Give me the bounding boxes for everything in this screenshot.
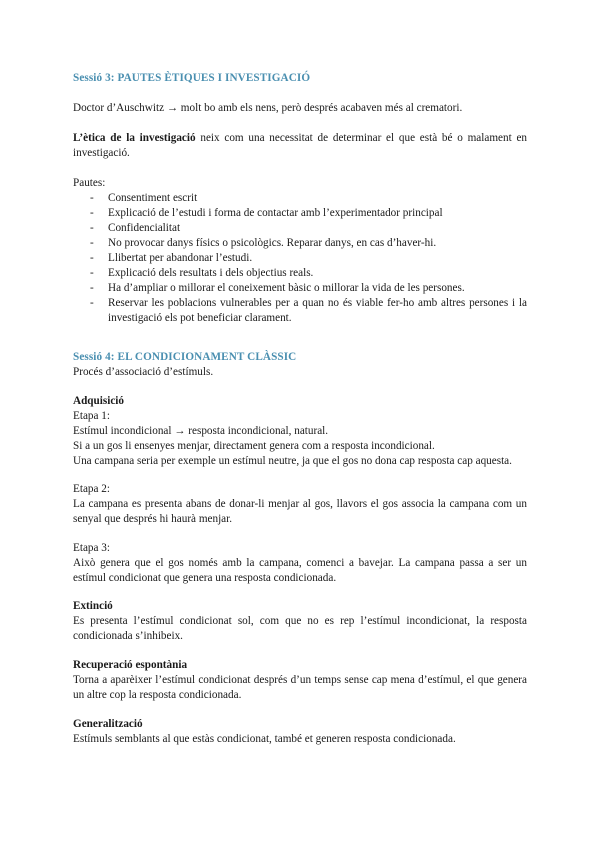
ethics-term: L’ètica de la investigació [73, 132, 196, 144]
bullet-dash: - [90, 192, 94, 204]
generalitzacio-heading: Generalització [73, 718, 143, 730]
bullet-dash: - [90, 207, 94, 219]
session3-heading: Sessió 3: PAUTES ÈTIQUES I INVESTIGACIÓ [73, 72, 311, 84]
bullet-dash: - [90, 237, 94, 249]
list-item: - Llibertat per abandonar l’estudi. [90, 252, 253, 264]
session4-intro: Procés d’associació d’estímuls. [73, 366, 214, 378]
bullet-dash: - [90, 252, 94, 264]
etapa3-text: Això genera que el gos només amb la campana, comenci a bavejar. La campana passa a ser un estímul condicionat que genera una resposta condicionada. [73, 557, 527, 584]
etapa3-label: Etapa 3: [73, 542, 110, 554]
pautes-label: Pautes: [73, 177, 106, 189]
list-item: - Confidencialitat [90, 222, 181, 234]
etapa2-label: Etapa 2: [73, 483, 110, 495]
bullet-dash: - [90, 222, 94, 234]
adquisicio-heading: Adquisició [73, 395, 124, 407]
list-item: - Ha d’ampliar o millorar el coneixement bàsic o millorar la vida de les persones. [90, 282, 465, 294]
pautes-list [73, 191, 527, 326]
extincio-heading: Extinció [73, 600, 113, 612]
list-item: - Reservar les poblacions vulnerables per a quan no és viable fer-ho amb altres persones i la investigació els pot beneficiar clarament. [90, 297, 527, 324]
session4-heading: Sessió 4: EL CONDICIONAMENT CLÀSSIC [73, 351, 297, 363]
extincio-text: Es presenta l’estímul condicionat sol, com que no es rep l’estímul incondicionat, la resposta condicionada s’inhibeix. [73, 615, 527, 642]
etapa1-label: Etapa 1: [73, 410, 110, 422]
list-item: - Consentiment escrit [90, 192, 198, 204]
generalitzacio-text: Estímuls semblants al que estàs condicionat, també et generen resposta condicionada. [73, 733, 456, 745]
etapa1-text: Estímul incondicional → resposta incondicional, natural. Si a un gos li ensenyes menjar, directament genera com a resposta incondicional. Una campana seria per exemple un estímul neutre, ja que el gos no dona cap resposta cap aquesta. [73, 425, 512, 467]
list-item: - Explicació dels resultats i dels objectius reals. [90, 267, 314, 279]
ethics-definition: neix com una necessitat de determinar el que està bé o malament en investigació. [73, 132, 528, 159]
list-item: - No provocar danys físics o psicològics. Reparar danys, en cas d’haver-hi. [90, 237, 437, 249]
recuperacio-heading: Recuperació espontània [73, 659, 188, 671]
auschwitz-paragraph: Doctor d’Auschwitz → molt bo amb els nens, però després acabaven més al crematori. [73, 102, 463, 114]
list-item: - Explicació de l’estudi i forma de contactar amb l’experimentador principal [90, 207, 443, 219]
recuperacio-text: Torna a aparèixer l’estímul condicionat després d’un temps sense cap mena d’estímul, el que genera un altre cop la resposta condicionada. [73, 674, 527, 701]
ethics-paragraph [73, 131, 527, 161]
bullet-dash: - [90, 267, 94, 279]
etapa2-text: La campana es presenta abans de donar-li menjar al gos, llavors el gos associa la campana com un senyal que després hi haurà menjar. [73, 498, 527, 525]
bullet-dash: - [90, 282, 94, 294]
bullet-dash: - [90, 297, 94, 309]
